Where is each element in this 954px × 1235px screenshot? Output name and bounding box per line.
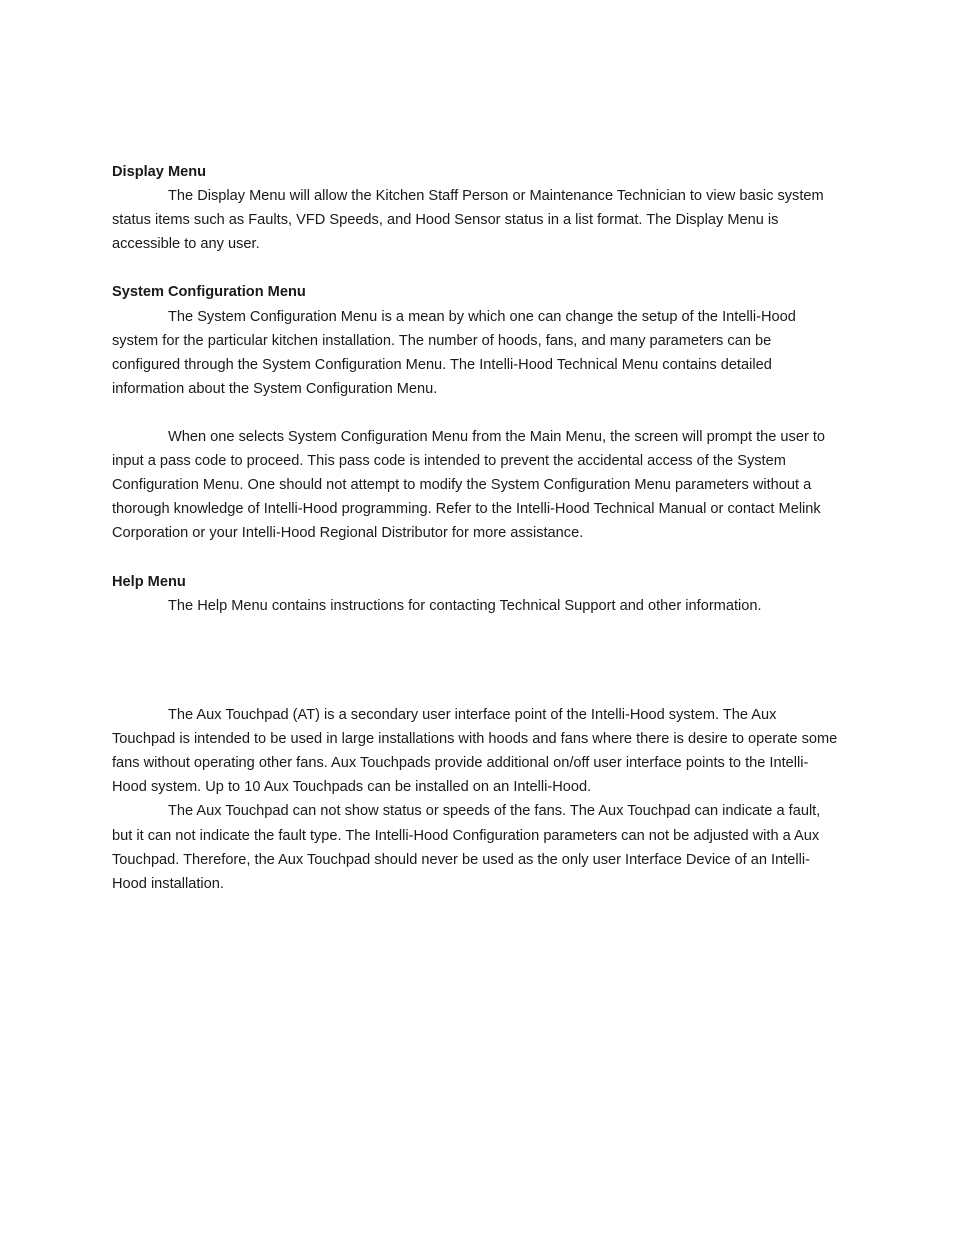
system-configuration-paragraph-2: When one selects System Configuration Menu from the Main Menu, the screen will prompt the user to input a pass code to proceed. This pass code is intended to prevent the accidental access of the System Configuration Menu. One should not attempt to modify the System Configuration Menu parameters without a thorough knowledge of Intelli-Hood programming. Refer to the Intelli-Hood Technical Manual or contact Melink Corporation or your Intelli-Hood Regional Distributor for more assistance. — [112, 429, 826, 542]
spacer — [112, 546, 842, 570]
help-menu-heading: Help Menu — [112, 573, 186, 590]
aux-touchpad-paragraph-1: The Aux Touchpad (AT) is a secondary user interface point of the Intelli-Hood system. The Aux Touchpad is intended to be used in large installations with hoods and fans where there is desire to operate some fans without operating other fans. Aux Touchpads provide additional on/off user interface points to the Intelli-Hood system. Up to 10 Aux Touchpads can be installed on an Intelli-Hood. — [112, 707, 838, 796]
spacer — [112, 256, 842, 280]
aux-touchpad-paragraph-2: The Aux Touchpad can not show status or speeds of the fans. The Aux Touchpad can indicate a fault, but it can not indicate the fault type. The Intelli-Hood Configuration parameters can not be adjusted with a Aux Touchpad. Therefore, the Aux Touchpad should never be used as the only user Interface Device of an Intelli-Hood installation. — [112, 803, 821, 892]
display-menu-paragraph: The Display Menu will allow the Kitchen Staff Person or Maintenance Technician to view basic system status items such as Faults, VFD Speeds, and Hood Sensor status in a list format. The Display Menu is accessible to any user. — [112, 188, 824, 253]
spacer — [112, 618, 842, 690]
display-menu-heading: Display Menu — [112, 164, 207, 180]
spacer — [112, 690, 842, 703]
system-configuration-menu-heading: System Configuration Menu — [112, 284, 306, 301]
document-body — [112, 160, 842, 896]
help-menu-paragraph: The Help Menu contains instructions for contacting Technical Support and other information. — [168, 597, 762, 614]
system-configuration-paragraph-1: The System Configuration Menu is a mean by which one can change the setup of the Intelli-Hood system for the particular kitchen installation. The number of hoods, fans, and many parameters can be configured through the System Configuration Menu. The Intelli-Hood Technical Menu contains detailed information about the System Configuration Menu. — [112, 308, 796, 397]
spacer — [112, 401, 842, 425]
